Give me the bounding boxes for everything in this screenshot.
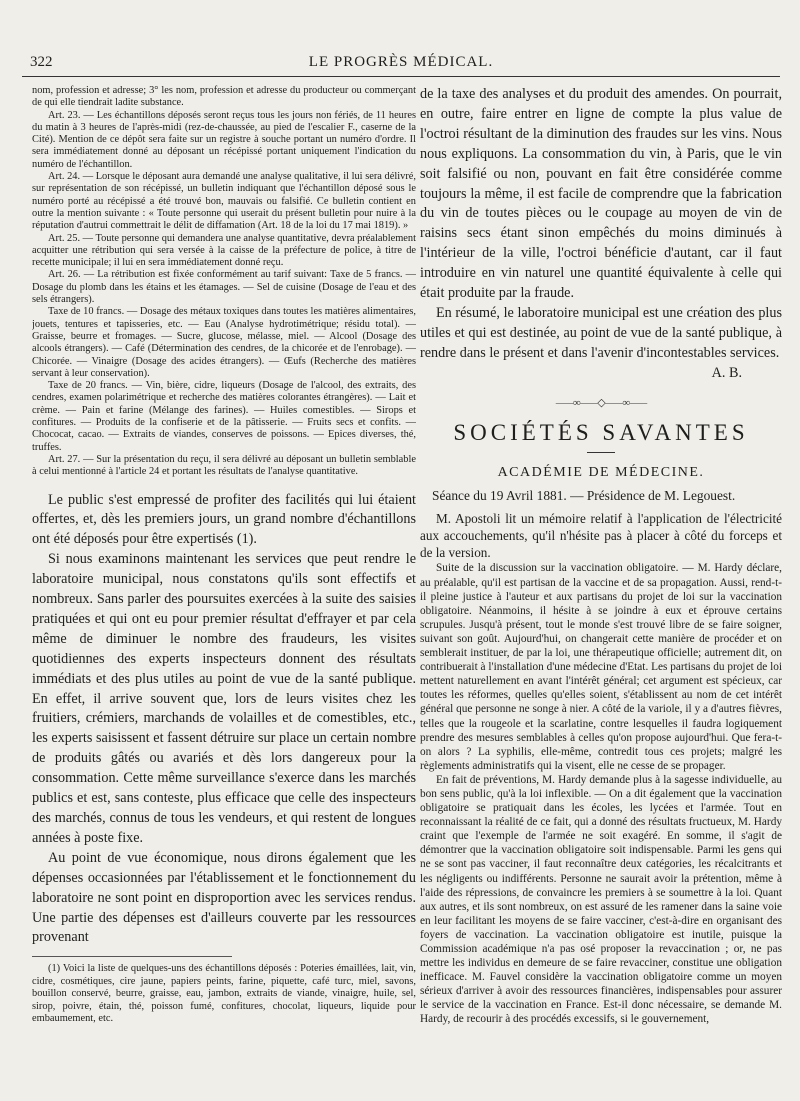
footnote-divider xyxy=(32,956,232,957)
page-header xyxy=(22,52,780,77)
academy-title: ACADÉMIE DE MÉDECINE. xyxy=(497,464,705,480)
left-column xyxy=(32,85,416,1065)
session-line: Séance du 19 Avril 1881. — Présidence de M. Legouest. xyxy=(432,487,736,503)
title-rule xyxy=(587,452,615,453)
article-26: Art. 26. — La rétribution est fixée conformément au tarif suivant: Taxe de 5 francs. — Dosage du plomb dans les étains et les étamages. — Sel de cuisine (Dosage de l'eau et des sels étrangers). xyxy=(32,269,416,306)
right-column xyxy=(420,85,782,1065)
article-27: Art. 27. — Sur la présentation du reçu, il sera délivré au déposant un bulletin semblable à celui mentionné à l'article 24 et portant les résultats de l'analyse quantitative. xyxy=(32,453,416,478)
body-paragraph: Le public s'est empressé de profiter des facilités qui lui étaient offertes, et, dès les premiers jours, un grand nombre d'échantillons ont été déposés pour être expertisés (1). xyxy=(32,491,416,548)
section-title: SOCIÉTÉS SAVANTES xyxy=(453,419,749,445)
body-paragraph: Si nous examinons maintenant les services que peut rendre le laboratoire municipal, nous constatons qu'ils sont effectifs et nombreux. Sans parler des poursuites exercées à la suite des saisies pratiquées et qui ont eu pour premier résultat d'effrayer et par cela même de diminuer le nombre des fraudeurs, les visites quotidiennes des experts inspecteurs donnent des résultats immédiats et des plus utiles au point de vue de la santé publique. En effet, il arrive souvent que, lors de leurs visites chez les fruitiers, crémiers, marchands de volailles et de comestibles, etc., les experts saisissent et fassent détruire sur place un certain nombre de produits gâtés ou avariés et dès lors dangereux pour la consommation. Cette même surveillance s'exerce dans les marchés publics et est, sans conteste, plus efficace que celle des inspecteurs des marchés, connus de tous les vendeurs, et qui restent de longues années à poste fixe. xyxy=(32,551,416,846)
tax-10-francs: Taxe de 10 francs. — Dosage des métaux toxiques dans toutes les matières alimentaires, jouets, tentures et tapisseries, etc. — Eau (Analyse hydrotimétrique; résidu total). — Graisse, beurre et fromages. — Sucre, glucose, mélasse, miel. — Alcool (Dosage des alcools étrangers). — Café (Détermination des cendres, de la chicorée et de l'enrobage). — Chicorée. — Vinaigre (Dosage des acides étrangers). — Œufs (Recherche des matières servant à leur conservation). xyxy=(32,306,416,379)
body-paragraph: Suite de la discussion sur la vaccination obligatoire. — M. Hardy déclare, au préalable, qu'il est partisan de la vaccine et de sa propagation. Aussi, rend-t-il pleine justice à l'auteur et aux partisans du projet de loi sur la vaccination obligatoire. Néanmoins, il hésite à se joindre à eux et éprouve certains scrupules. Jusqu'à présent, tout le monde s'est trouvé libre de se faire soigner, suivant son goût. Aujourd'hui, on changerait cette manière de procéder et on semblerait instituer, de par la loi, une thérapeutique officielle; autrement dit, on contribuerait à l'installation d'une médecine d'Etat. Les partisans du projet de loi mettent naturellement en avant l'intérêt général; cet argument est spécieux, car toutes les réformes, quelles qu'elles soient, s'établissent au nom de cet intérêt général que personne ne songe à nier. A côté de la variole, il y a d'autres fièvres, telles que la rougeole et la scarlatine, contre lesquelles il faudra logiquement prendre des mesures semblables à celles qu'on propose aujourd'hui. Que fera-t-on alors ? La syphilis, elle-même, contredit tous ces projets; malgré les règlements administratifs qui la visent, elle ne cesse de se propager. xyxy=(420,562,782,772)
footnote: (1) Voici la liste de quelques-uns des échantillons déposés : Poteries émaillées, lait, vin, cidre, cosmétiques, cire jaune, papiers peints, farine, piquette, café turc, miel, savons, bouillon conservé, beurre, graisse, eau, jambon, extraits de viande, vinaigre, huile, sel, sirop, poivre, étain, thé, poisson fumé, confitures, chocolat, liqueurs, liquide pour embaumement, etc. xyxy=(32,963,416,1024)
body-paragraph: En résumé, le laboratoire municipal est une création des plus utiles et qui est destinée, au point de vue de la santé publique, à rendre dans le présent et dans l'avenir d'incontestables services. xyxy=(420,304,782,361)
ornament-divider: ⸺∞⸺◇⸺∞⸺ xyxy=(555,396,647,409)
body-paragraph: En fait de préventions, M. Hardy demande plus à la sagesse individuelle, au bon sens public, qu'à la loi inflexible. — On a dit également que la vaccination obligatoire se pratiquait dans les écoles, les lycées et l'armée. Tout en reconnaissant la réalité de ce fait, qui a donné des résultats fructueux, M. Hardy craint que l'exemple de l'armée ne soit exagéré. En somme, il s'agit de démontrer que la vaccination obligatoire soit indispensable. Parmi les gens qui ne se sont pas vacciner, il faut reconnaître deux catégories, les récalcitrants et les négligents ou indifférents. Personne ne saurait avoir la prétention, même à l'aide des répressions, de convaincre les premiers à se soumettre à la loi. Quant aux autres, et ils sont nombreux, on est assuré de les ramener dans la saine voie en leur facilitant les moyens de se faire vacciner, c'est-à-dire en organisant des foyers de vaccination. La vaccination obligatoire est inutile, puisque la Commission académique n'a pas osé proposer la revaccination ; or, ne pas mettre les individus en demeure de se faire revacciner, constitue une obligation inefficace. M. Fauvel considère la vaccination obligatoire comme un moyen sérieux d'arriver à avoir des ressources financières, indispensables pour assurer le service de la vaccination en France. Est-il donc nécessaire, se demande M. Hardy, de recourir à des procédés excessifs, si le gouvernement, xyxy=(420,773,782,1026)
tax-20-francs: Taxe de 20 francs. — Vin, bière, cidre, liqueurs (Dosage de l'alcool, des extraits, des cendres, examen polarimétrique et recherche des matières colorantes étrangères). — Lait et crème. — Pain et farine (Mélange des farines). — Huiles comestibles. — Sirops et confitures. — Produits de la confiserie et de la pâtisserie. — Fruits secs et confits. — Chococat, cacao. — Extraits de viandes, conserves de poissons. — Epices diverses, thé, truffes. xyxy=(32,380,416,453)
article-24: Art. 24. — Lorsque le déposant aura demandé une analyse qualitative, il lui sera délivré, sur représentation de son récépissé, un bulletin indiquant que l'échantillon déposé sous le numéro porté au récépissé a été trouvé bon, mauvais ou falsifié. Ce bulletin contient en outre la mention suivante : « Toute personne qui userait du présent bulletin pour nuire à la réputation d'autrui commettrait le délit de diffamation (Art. 18 de la loi du 17 mai 1819). » xyxy=(32,171,416,232)
page-number: 322 xyxy=(30,54,53,70)
article-23: Art. 23. — Les échantillons déposés seront reçus tous les jours non fériés, de 11 heures du matin à 3 heures de l'après-midi (rez-de-chaussée, au pied de l'escalier F., caserne de la Cité). Mention de ce dépôt sera faite sur un registre à souche portant un numéro d'ordre. Il sera immédiatement donné au déposant un récépissé portant uniquement l'indication du numéro de l'échantillon. xyxy=(32,109,416,170)
body-paragraph: M. Apostoli lit un mémoire relatif à l'application de l'électricité aux accouchements, qu'il n'hésite pas à placer à côté du forceps et de la version. xyxy=(420,510,782,561)
regulation-paragraph: nom, profession et adresse; 3° les nom, profession et adresse du producteur ou commerçant de qui elle tiendrait ladite substance. xyxy=(32,85,416,109)
article-25: Art. 25. — Toute personne qui demandera une analyse quantitative, devra préalablement acquitter une rétribution qui sera versée à la caisse de la préfecture de police, à titre de recette municipale; il lui en sera immédiatement donné reçu. xyxy=(32,232,416,269)
body-paragraph: Au point de vue économique, nous dirons également que les dépenses occasionnées par l'établissement et le fonctionnement du laboratoire ne sont point en disproportion avec les services rendus. Une partie des dépenses est d'ailleurs couverte par les ressources provenant xyxy=(32,849,416,946)
newspaper-page xyxy=(22,52,780,1082)
signature: A. B. xyxy=(711,364,742,381)
running-title: LE PROGRÈS MÉDICAL. xyxy=(308,54,494,70)
body-paragraph: de la taxe des analyses et du produit des amendes. On pourrait, en outre, faire entrer en ligne de compte la plus value de l'octroi résultant de la diminution des fraudes sur les vins. Nous nous expliquons. La consommation du vin, à Paris, que le vin soit falsifié ou non, pouvant en fait être considérée comme toujours la même, il est facile de comprendre que la fabrication du vin de toutes pièces ou le coupage au moyen de vin de raisins secs étant sinon empêchés du moins diminués à l'intérieur de la ville, l'octroi bénéficie d'autant, car il faut introduire en vin naturel une quantité équivalente à celle qui était produite par la fraude. xyxy=(420,86,782,302)
